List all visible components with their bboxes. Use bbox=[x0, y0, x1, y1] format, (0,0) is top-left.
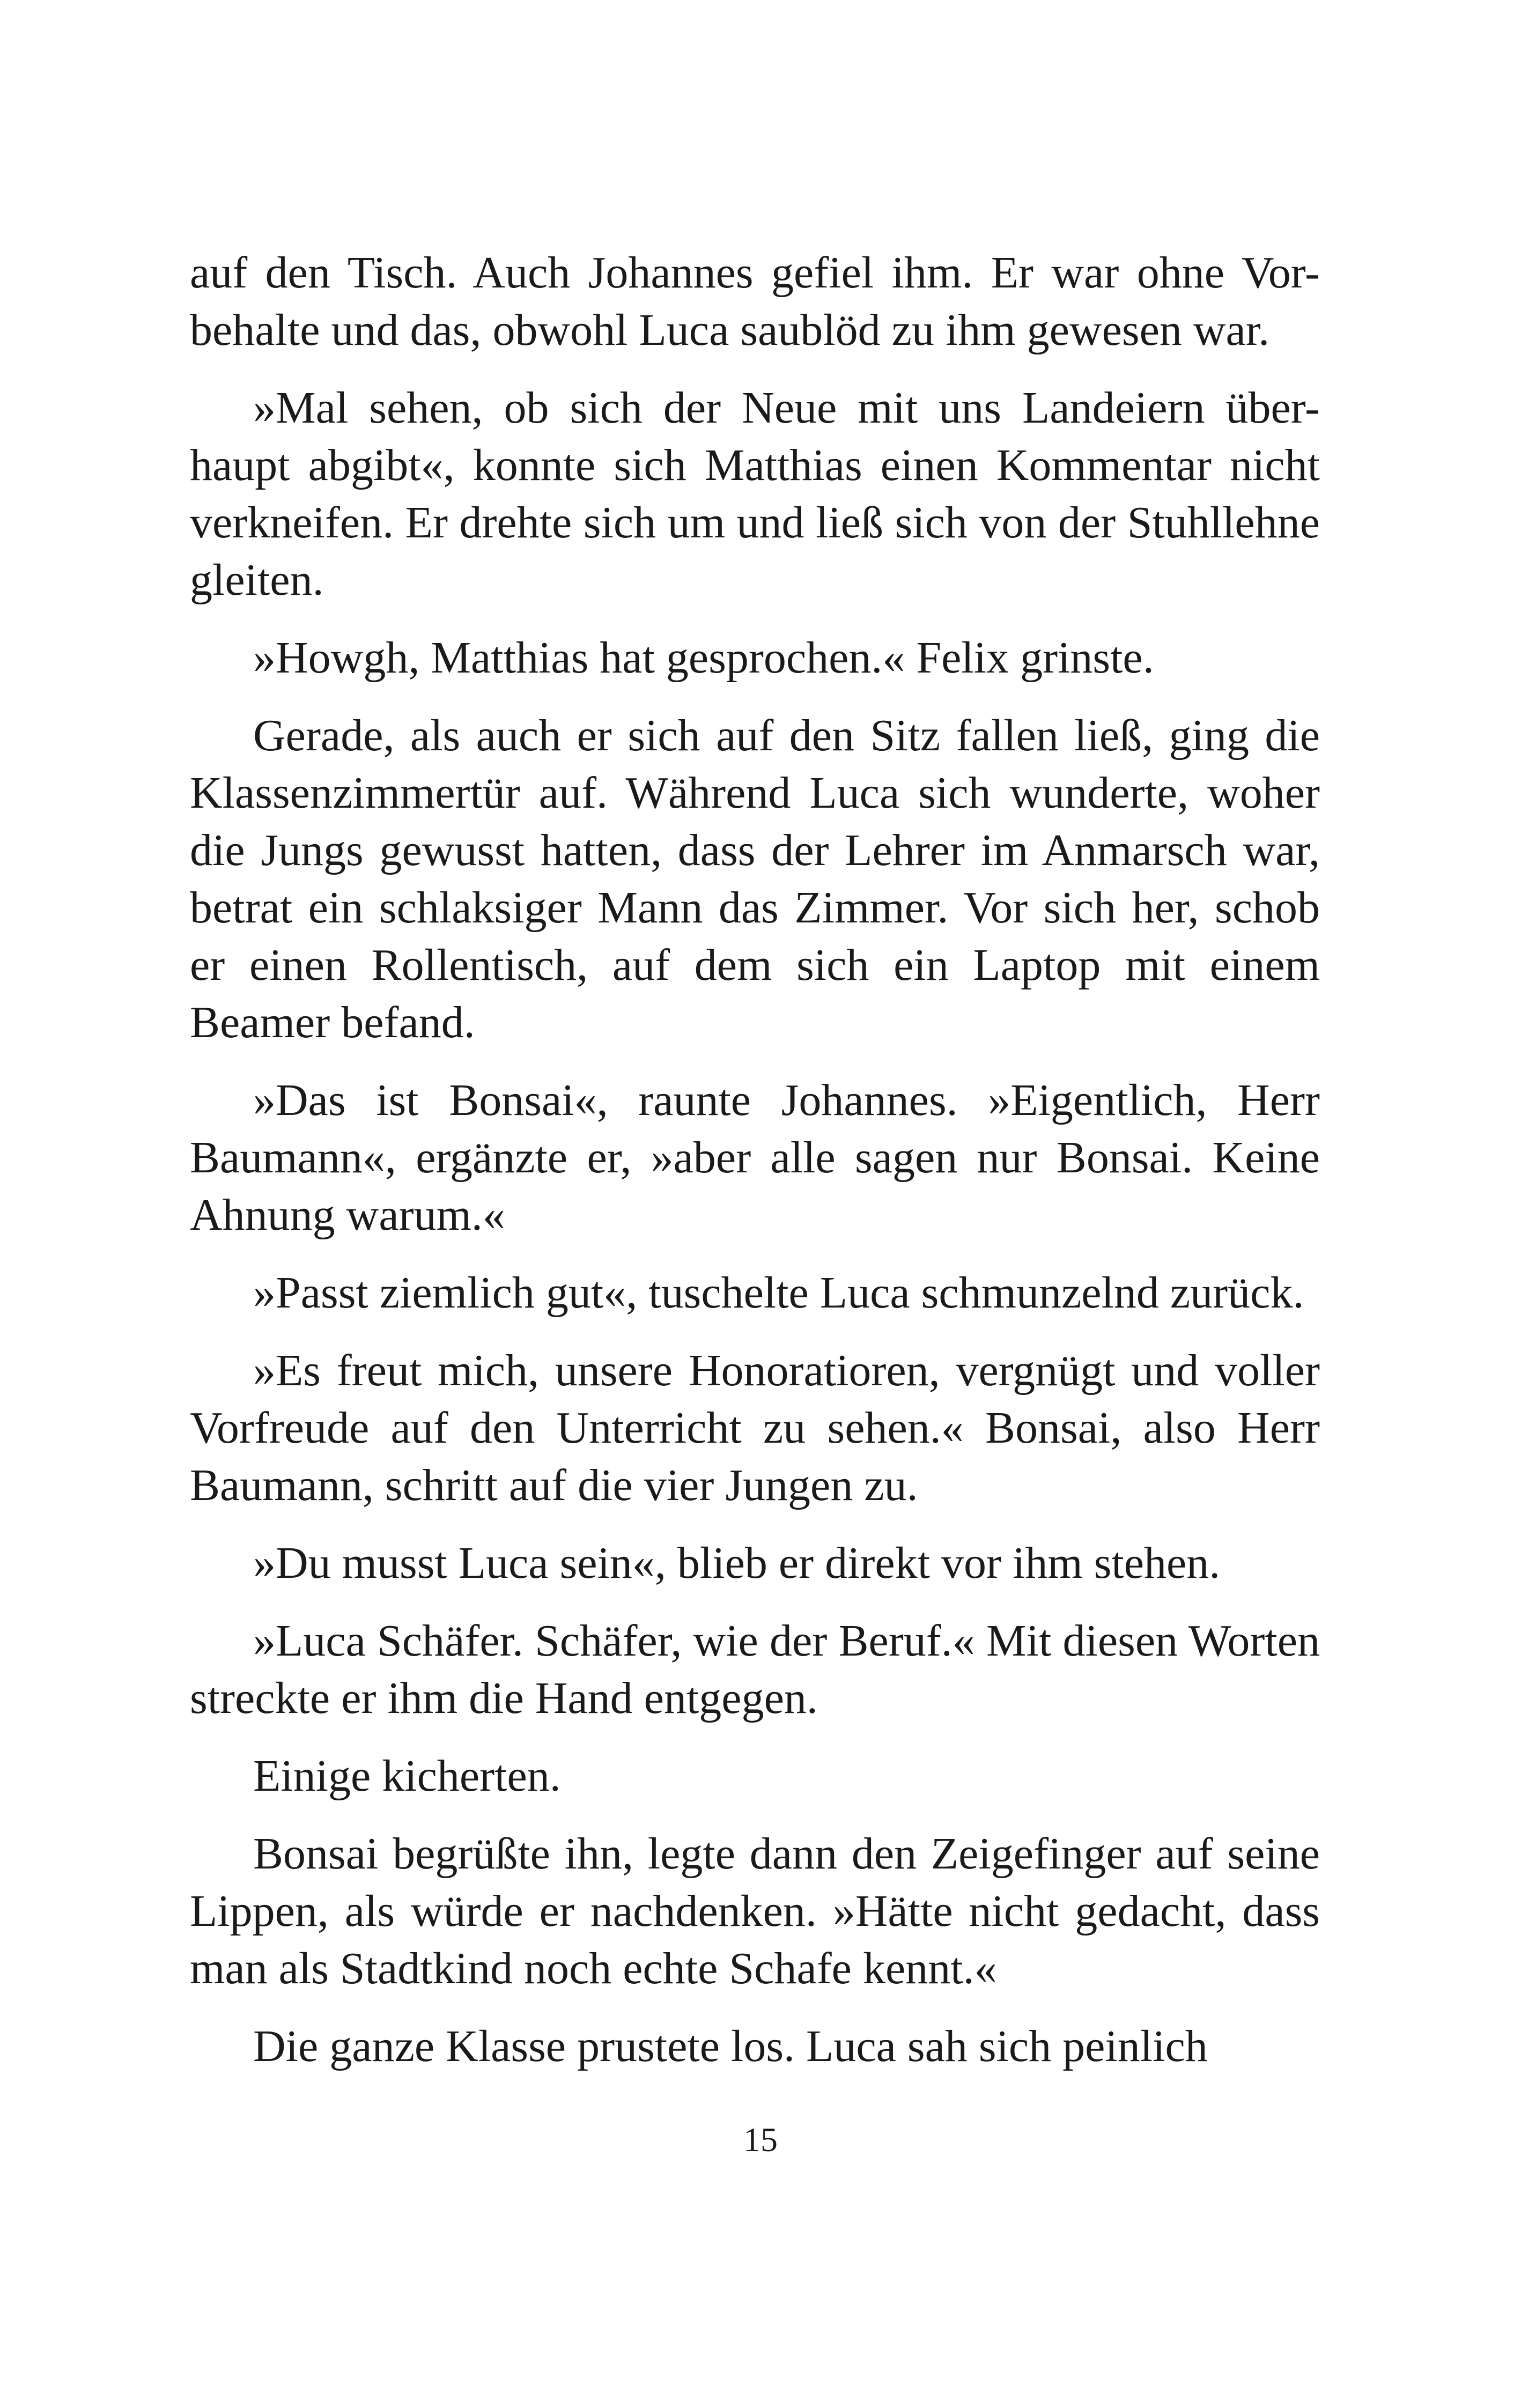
paragraph: »Es freut mich, unsere Honoratioren, vergnügt und voller Vorfreude auf den Unterricht zu sehen.« Bonsai, also Herr Baumann, schritt auf die vier Jungen zu. bbox=[190, 1346, 1320, 1510]
paragraph: Bonsai begrüßte ihn, legte dann den Zeigefinger auf seine Lippen, als würde er nachdenken. »Hätte nicht gedacht, dass man als Stadtkind noch echte Schafe kennt.« bbox=[190, 1829, 1320, 1993]
body-text bbox=[190, 244, 1320, 2075]
paragraph: »Howgh, Matthias hat gesprochen.« Felix grinste. bbox=[253, 633, 1154, 683]
paragraph: »Das ist Bonsai«, raunte Johannes. »Eigentlich, Herr Baumann«, ergänzte er, »aber alle sagen nur Bonsai. Keine Ahnung warum.« bbox=[190, 1075, 1320, 1240]
paragraph: »Passt ziemlich gut«, tuschelte Luca schmunzelnd zurück. bbox=[253, 1268, 1304, 1318]
paragraph: Gerade, als auch er sich auf den Sitz fallen ließ, ging die Klassenzimmertür auf. Während Luca sich wunderte, woher die Jungs gewusst hatten, dass der Lehrer im Anmarsch war, betrat ein schlaksiger Mann das Zimmer. Vor sich her, schob er einen Rollentisch, auf dem sich ein Laptop mit einem Beamer befand. bbox=[190, 711, 1320, 1047]
paragraph: »Mal sehen, ob sich der Neue mit uns Landeiern über-haupt abgibt«, konnte sich Matthias einen Kommentar nicht verkneifen. Er drehte sich um und ließ sich von der Stuhllehne gleiten. bbox=[190, 383, 1320, 605]
paragraph: Einige kicherten. bbox=[253, 1751, 561, 1801]
paragraph: »Luca Schäfer. Schäfer, wie der Beruf.« Mit diesen Worten streckte er ihm die Hand entgegen. bbox=[190, 1616, 1320, 1723]
paragraph: »Du musst Luca sein«, blieb er direkt vor ihm stehen. bbox=[253, 1538, 1221, 1588]
paragraph: auf den Tisch. Auch Johannes gefiel ihm. Er war ohne Vor-behalte und das, obwohl Luca saublöd zu ihm gewesen war. bbox=[190, 248, 1320, 355]
page-number: 15 bbox=[743, 2121, 778, 2159]
paragraph: Die ganze Klasse prustete los. Luca sah sich peinlich bbox=[253, 2021, 1208, 2071]
